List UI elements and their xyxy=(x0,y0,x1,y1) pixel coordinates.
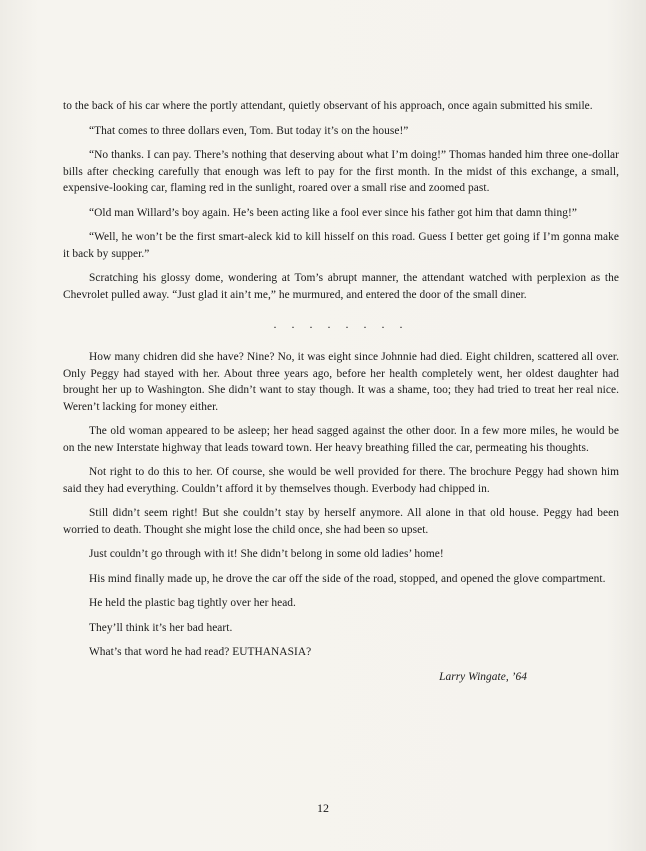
paragraph: “Old man Willard’s boy again. He’s been acting like a fool ever since his father got him that damn thing!” xyxy=(89,206,577,219)
paragraph: “No thanks. I can pay. There’s nothing that deserving about what I’m doing!” Thomas handed him three one-dollar bills after checking carefully that enough was left to pay for the first month. In the midst of this exchange, a small, expensive-looking car, flaming red in the sunlight, roared over a small rise and zoomed past. xyxy=(63,149,619,194)
paragraph: Not right to do this to her. Of course, she would be well provided for there. The brochure Peggy had shown him said they had everything. Couldn’t afford it by themselves though. Everbody had chipped in. xyxy=(63,466,619,495)
author-signature: Larry Wingate, ’64 xyxy=(439,670,527,683)
paragraph: His mind finally made up, he drove the car off the side of the road, stopped, and opened the glove compartment. xyxy=(89,572,606,585)
paragraph: The old woman appeared to be asleep; her head sagged against the other door. In a few more miles, he would be on the new Interstate highway that leads toward town. Her heavy breathing filled the car, permeating his thoughts. xyxy=(63,425,619,454)
paragraph: Scratching his glossy dome, wondering at Tom’s abrupt manner, the attendant watched with perplexion as the Chevrolet pulled away. “Just glad it ain’t me,” he murmured, and entered the door of the small diner. xyxy=(63,272,619,301)
section-separator: . . . . . . . . xyxy=(273,317,409,331)
paragraph: Still didn’t seem right! But she couldn’t stay by herself anymore. All alone in that old house. Peggy had been worried to death. Thought she might lose the child once, she had been so upset. xyxy=(63,507,619,536)
story-text xyxy=(63,98,619,685)
closing-line: They’ll think it’s her bad heart. xyxy=(89,621,233,634)
paragraph: How many chidren did she have? Nine? No, it was eight since Johnnie had died. Eight children, scattered all over. Only Peggy had stayed with her. About three years ago, before her health completely went, her oldest daughter had brought her up to Washington. She didn’t want to stay though. It was a shame, too; they had tried to treat her real nice. Weren’t lacking for money either. xyxy=(63,351,619,413)
paragraph: “That comes to three dollars even, Tom. But today it’s on the house!” xyxy=(89,124,409,137)
paragraph: Just couldn’t go through with it! She didn’t belong in some old ladies’ home! xyxy=(89,548,444,560)
page-number: 12 xyxy=(317,801,329,815)
closing-line: What’s that word he had read? EUTHANASIA? xyxy=(89,646,312,658)
closing-line: He held the plastic bag tightly over her head. xyxy=(89,597,296,609)
paragraph: to the back of his car where the portly attendant, quietly observant of his approach, once again submitted his smile. xyxy=(63,100,593,112)
paragraph: “Well, he won’t be the first smart-aleck kid to kill hisself on this road. Guess I better get going if I’m gonna make it back by supper.” xyxy=(63,231,619,260)
